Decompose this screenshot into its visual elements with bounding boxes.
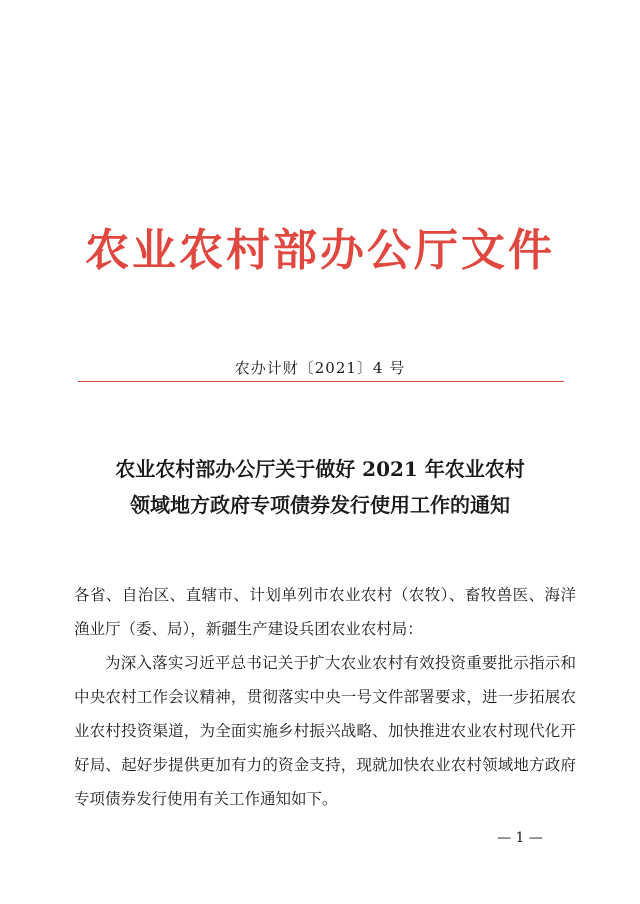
body-text xyxy=(74,578,576,816)
issuing-authority-title: 农业农村部办公厅文件 xyxy=(85,225,555,276)
notice-title-line-2: 领域地方政府专项债券发行使用工作的通知 xyxy=(130,493,510,517)
red-divider-line xyxy=(78,381,564,382)
document-number: 农办计财〔2021〕4 号 xyxy=(234,359,406,377)
notice-title xyxy=(70,451,570,523)
addressees: 各省、自治区、直辖市、计划单列市农业农村（农牧）、畜牧兽医、海洋渔业厅（委、局），新疆生产建设兵团农业农村局： xyxy=(74,586,576,638)
page-number: — 1 — xyxy=(497,830,543,846)
notice-title-line-1: 农业农村部办公厅关于做好 2021 年农业农村 xyxy=(115,457,525,481)
body-paragraph-1: 为深入落实习近平总书记关于扩大农业农村有效投资重要批示指示和中央农村工作会议精神，贯彻落实中央一号文件部署要求，进一步拓展农业农村投资渠道，为全面实施乡村振兴战略、加快推进农业农村现代化开好局、起好步提供更加有力的资金支持，现就加快农业农村领域地方政府专项债券发行使用有关工作通知如下。 xyxy=(74,654,576,808)
